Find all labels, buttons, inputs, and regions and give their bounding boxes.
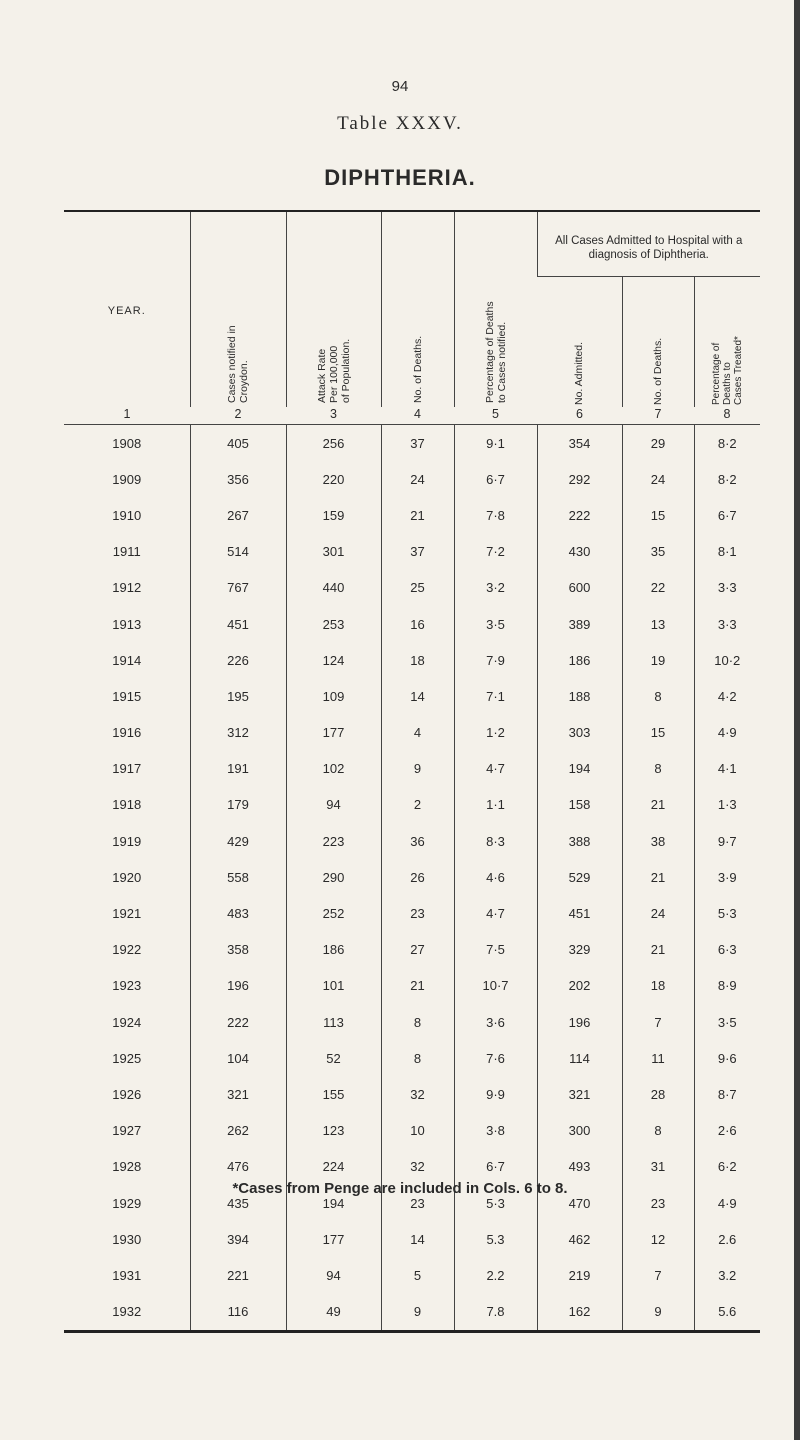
table-row [64,425,760,462]
table-row [64,678,760,714]
year-cell: 1927 [112,1123,142,1139]
year-cell: 1912 [112,580,142,596]
attack-rate-cell: 101 [286,968,381,1004]
deaths-cell: 27 [381,932,454,968]
deaths-cell: 32 [381,1149,454,1185]
admitted-cell: 389 [537,606,622,642]
pct-treated-cell: 3·5 [694,1004,760,1040]
deaths-cell: 25 [381,570,454,606]
pct-treated-cell: 10·2 [694,642,760,678]
pct-deaths-cell: 9·1 [454,425,537,462]
hospital-deaths-cell: 15 [622,715,694,751]
attack-rate-cell: 186 [286,932,381,968]
cases-notified-cell: 226 [190,642,286,678]
deaths-cell: 14 [381,678,454,714]
year-cell: 1931 [112,1267,142,1283]
year-cell: 1921 [112,906,142,922]
table-row [64,1113,760,1149]
pct-deaths-cell: 4·7 [454,895,537,931]
hospital-deaths-cell: 9 [622,1294,694,1332]
attack-rate-cell: 252 [286,895,381,931]
cases-notified-cell: 222 [190,1004,286,1040]
hospital-deaths-cell: 13 [622,606,694,642]
attack-rate-cell: 94 [286,787,381,823]
deaths-cell: 9 [381,751,454,787]
cases-notified-cell: 116 [190,1294,286,1332]
year-cell: 1916 [112,725,142,741]
admitted-cell: 196 [537,1004,622,1040]
table-row [64,1294,760,1332]
deaths-cell: 36 [381,823,454,859]
hospital-deaths-cell: 8 [622,1113,694,1149]
attack-rate-cell: 159 [286,497,381,533]
pct-deaths-cell: 3·6 [454,1004,537,1040]
cases-notified-cell: 514 [190,534,286,570]
hospital-deaths-cell: 21 [622,932,694,968]
admitted-cell: 300 [537,1113,622,1149]
col-number: 2 [190,407,286,425]
admitted-cell: 329 [537,932,622,968]
admitted-cell: 321 [537,1076,622,1112]
pct-deaths-cell: 5.3 [454,1221,537,1257]
admitted-cell: 600 [537,570,622,606]
admitted-header: No. Admitted. [573,341,586,405]
table-row [64,534,760,570]
year-header: YEAR. [107,305,146,317]
pct-deaths-cell: 4·6 [454,859,537,895]
year-cell: 1924 [112,1014,142,1030]
page-edge-strip [794,0,800,1440]
admitted-cell: 114 [537,1040,622,1076]
pct-deaths-cell: 2.2 [454,1257,537,1293]
table-row [64,895,760,931]
pct-treated-cell: 8·2 [694,461,760,497]
cases-notified-cell: 451 [190,606,286,642]
hospital-deaths-cell: 21 [622,787,694,823]
col-number: 7 [622,407,694,425]
attack-rate-cell: 224 [286,1149,381,1185]
hospital-deaths-cell: 28 [622,1076,694,1112]
pct-treated-cell: 3·9 [694,859,760,895]
attack-rate-cell: 109 [286,678,381,714]
year-cell: 1910 [112,507,142,523]
hospital-deaths-cell: 35 [622,534,694,570]
deaths-cell: 21 [381,968,454,1004]
deaths-cell: 2 [381,787,454,823]
pct-treated-cell: 9·7 [694,823,760,859]
diphtheria-table [64,210,760,1333]
table-row [64,751,760,787]
deaths-cell: 9 [381,1294,454,1332]
attack-rate-cell: 123 [286,1113,381,1149]
admitted-cell: 222 [537,497,622,533]
attack-rate-cell: 440 [286,570,381,606]
col-number: 3 [286,407,381,425]
hospital-deaths-cell: 22 [622,570,694,606]
cases-notified-cell: 262 [190,1113,286,1149]
pct-treated-cell: 8·9 [694,968,760,1004]
attack-rate-cell: 290 [286,859,381,895]
cases-notified-cell: 558 [190,859,286,895]
pct-deaths-cell: 3·2 [454,570,537,606]
col-number: 5 [454,407,537,425]
hospital-deaths-cell: 8 [622,678,694,714]
deaths-cell: 14 [381,1221,454,1257]
pct-treated-cell: 6·3 [694,932,760,968]
table-row [64,859,760,895]
pct-treated-cell: 9·6 [694,1040,760,1076]
deaths-cell: 16 [381,606,454,642]
year-cell: 1918 [112,797,142,813]
pct-treated-cell: 8·2 [694,425,760,462]
col-number: 1 [64,407,190,425]
table-row [64,715,760,751]
year-cell: 1908 [112,435,142,451]
pct-deaths-cell: 7·1 [454,678,537,714]
admitted-cell: 354 [537,425,622,462]
pct-deaths-cell: 8·3 [454,823,537,859]
year-cell: 1928 [112,1159,142,1175]
table-row [64,570,760,606]
pct-deaths-header: Percentage of Deaths to Cases notified. [454,212,537,407]
attack-rate-cell: 49 [286,1294,381,1332]
attack-rate-cell: 52 [286,1040,381,1076]
admitted-cell: 470 [537,1185,622,1221]
admitted-cell: 158 [537,787,622,823]
cases-notified-cell: 267 [190,497,286,533]
cases-notified-cell: 356 [190,461,286,497]
admitted-cell: 451 [537,895,622,931]
table-row [64,606,760,642]
cases-notified-cell: 405 [190,425,286,462]
pct-treated-cell: 8·7 [694,1076,760,1112]
deaths-cell: 10 [381,1113,454,1149]
pct-treated-cell: 2.6 [694,1221,760,1257]
admitted-cell: 462 [537,1221,622,1257]
pct-deaths-cell: 7·6 [454,1040,537,1076]
attack-rate-cell: 301 [286,534,381,570]
admitted-cell: 303 [537,715,622,751]
attack-rate-cell: 177 [286,715,381,751]
admitted-cell: 493 [537,1149,622,1185]
cases-notified-header: Cases notified in Croydon. [190,212,286,407]
year-cell: 1914 [112,652,142,668]
disease-title: DIPHTHERIA. [324,165,476,190]
pct-deaths-cell: 6·7 [454,1149,537,1185]
pct-deaths-cell: 7.8 [454,1294,537,1332]
hospital-deaths-cell: 31 [622,1149,694,1185]
table-row [64,1221,760,1257]
attack-rate-cell: 220 [286,461,381,497]
hospital-deaths-cell: 18 [622,968,694,1004]
admitted-cell: 292 [537,461,622,497]
table-title: Table XXXV. [337,113,463,134]
pct-treated-cell: 1·3 [694,787,760,823]
table-row [64,642,760,678]
deaths-cell: 5 [381,1257,454,1293]
hospital-deaths-cell: 7 [622,1257,694,1293]
admitted-cell: 186 [537,642,622,678]
deaths-cell: 23 [381,895,454,931]
deaths-cell: 37 [381,425,454,462]
admitted-cell: 219 [537,1257,622,1293]
pct-treated-cell: 8·1 [694,534,760,570]
cases-notified-cell: 104 [190,1040,286,1076]
hospital-deaths-cell: 23 [622,1185,694,1221]
year-cell: 1925 [112,1050,142,1066]
cases-notified-cell: 394 [190,1221,286,1257]
attack-rate-cell: 113 [286,1004,381,1040]
pct-treated-cell: 5.6 [694,1294,760,1332]
admitted-cell: 202 [537,968,622,1004]
cases-notified-cell: 179 [190,787,286,823]
pct-treated-cell: 3.2 [694,1257,760,1293]
table-row [64,1040,760,1076]
cases-notified-cell: 321 [190,1076,286,1112]
attack-rate-cell: 256 [286,425,381,462]
attack-rate-cell: 194 [286,1185,381,1221]
table-row [64,497,760,533]
year-cell: 1926 [112,1086,142,1102]
pct-deaths-cell: 9·9 [454,1076,537,1112]
deaths-cell: 23 [381,1185,454,1221]
pct-treated-cell: 2·6 [694,1113,760,1149]
attack-rate-header: Attack Rate Per 100,000 of Population. [286,212,381,407]
admitted-cell: 430 [537,534,622,570]
deaths-cell: 26 [381,859,454,895]
hospital-deaths-cell: 19 [622,642,694,678]
hospital-deaths-cell: 21 [622,859,694,895]
hospital-deaths-cell: 15 [622,497,694,533]
admitted-cell: 188 [537,678,622,714]
cases-notified-cell: 429 [190,823,286,859]
pct-deaths-cell: 7·2 [454,534,537,570]
year-cell: 1913 [112,616,142,632]
cases-notified-cell: 476 [190,1149,286,1185]
year-cell: 1929 [112,1195,142,1211]
pct-treated-cell: 6·2 [694,1149,760,1185]
pct-treated-cell: 3·3 [694,570,760,606]
hospital-deaths-cell: 11 [622,1040,694,1076]
year-cell: 1917 [112,761,142,777]
deaths-cell: 8 [381,1040,454,1076]
pct-deaths-cell: 3·8 [454,1113,537,1149]
table-row [64,1076,760,1112]
year-cell: 1911 [112,544,141,560]
cases-notified-cell: 195 [190,678,286,714]
attack-rate-cell: 177 [286,1221,381,1257]
table-row [64,461,760,497]
col-number: 6 [537,407,622,425]
year-cell: 1920 [112,869,142,885]
hospital-deaths-cell: 29 [622,425,694,462]
page-number: 94 [391,78,409,95]
pct-treated-cell: 4·2 [694,678,760,714]
hospital-deaths-cell: 24 [622,461,694,497]
footnote: *Cases from Penge are included in Cols. 6 to 8. [232,1180,568,1197]
hospital-deaths-cell: 8 [622,751,694,787]
pct-treated-cell: 3·3 [694,606,760,642]
pct-deaths-cell: 10·7 [454,968,537,1004]
col-number: 8 [694,407,760,425]
table-row [64,1004,760,1040]
attack-rate-cell: 223 [286,823,381,859]
table-row [64,968,760,1004]
pct-deaths-cell: 7·5 [454,932,537,968]
attack-rate-cell: 124 [286,642,381,678]
deaths-cell: 24 [381,461,454,497]
col-number: 4 [381,407,454,425]
year-cell: 1923 [112,978,142,994]
admitted-cell: 194 [537,751,622,787]
hospital-deaths-cell: 12 [622,1221,694,1257]
pct-deaths-cell: 3·5 [454,606,537,642]
pct-deaths-cell: 7·8 [454,497,537,533]
pct-treated-cell: 4·9 [694,1185,760,1221]
attack-rate-cell: 155 [286,1076,381,1112]
cases-notified-cell: 767 [190,570,286,606]
pct-deaths-cell: 1·2 [454,715,537,751]
admitted-cell: 529 [537,859,622,895]
deaths-cell: 8 [381,1004,454,1040]
cases-notified-cell: 196 [190,968,286,1004]
attack-rate-cell: 94 [286,1257,381,1293]
cases-notified-cell: 191 [190,751,286,787]
pct-treated-cell: 5·3 [694,895,760,931]
deaths-cell: 4 [381,715,454,751]
cases-notified-cell: 483 [190,895,286,931]
hospital-deaths-header: No. of Deaths. [622,277,694,408]
deaths-cell: 21 [381,497,454,533]
pct-treated-cell: 4·9 [694,715,760,751]
deaths-cell: 37 [381,534,454,570]
table-row [64,787,760,823]
hospital-group-header: All Cases Admitted to Hospital with a diagnosis of Diphtheria. [537,212,760,277]
deaths-cell: 32 [381,1076,454,1112]
cases-notified-cell: 221 [190,1257,286,1293]
admitted-cell: 162 [537,1294,622,1332]
attack-rate-cell: 253 [286,606,381,642]
year-cell: 1922 [112,942,142,958]
pct-treated-cell: 4·1 [694,751,760,787]
pct-deaths-cell: 5·3 [454,1185,537,1221]
cases-notified-cell: 358 [190,932,286,968]
table-row [64,1257,760,1293]
pct-deaths-cell: 4·7 [454,751,537,787]
table-row [64,932,760,968]
pct-treated-header: Percentage of Deaths to Cases Treated* [694,277,760,408]
deaths-header: No. of Deaths. [381,212,454,407]
pct-deaths-cell: 1·1 [454,787,537,823]
pct-deaths-cell: 7·9 [454,642,537,678]
admitted-cell: 388 [537,823,622,859]
year-cell: 1930 [112,1231,142,1247]
attack-rate-cell: 102 [286,751,381,787]
cases-notified-cell: 435 [190,1185,286,1221]
deaths-cell: 18 [381,642,454,678]
hospital-deaths-cell: 38 [622,823,694,859]
year-cell: 1915 [112,688,142,704]
pct-treated-cell: 6·7 [694,497,760,533]
pct-deaths-cell: 6·7 [454,461,537,497]
year-cell: 1932 [64,1294,190,1332]
year-cell: 1919 [112,833,142,849]
hospital-deaths-cell: 24 [622,895,694,931]
hospital-deaths-cell: 7 [622,1004,694,1040]
year-cell: 1909 [112,471,142,487]
cases-notified-cell: 312 [190,715,286,751]
table-row [64,823,760,859]
